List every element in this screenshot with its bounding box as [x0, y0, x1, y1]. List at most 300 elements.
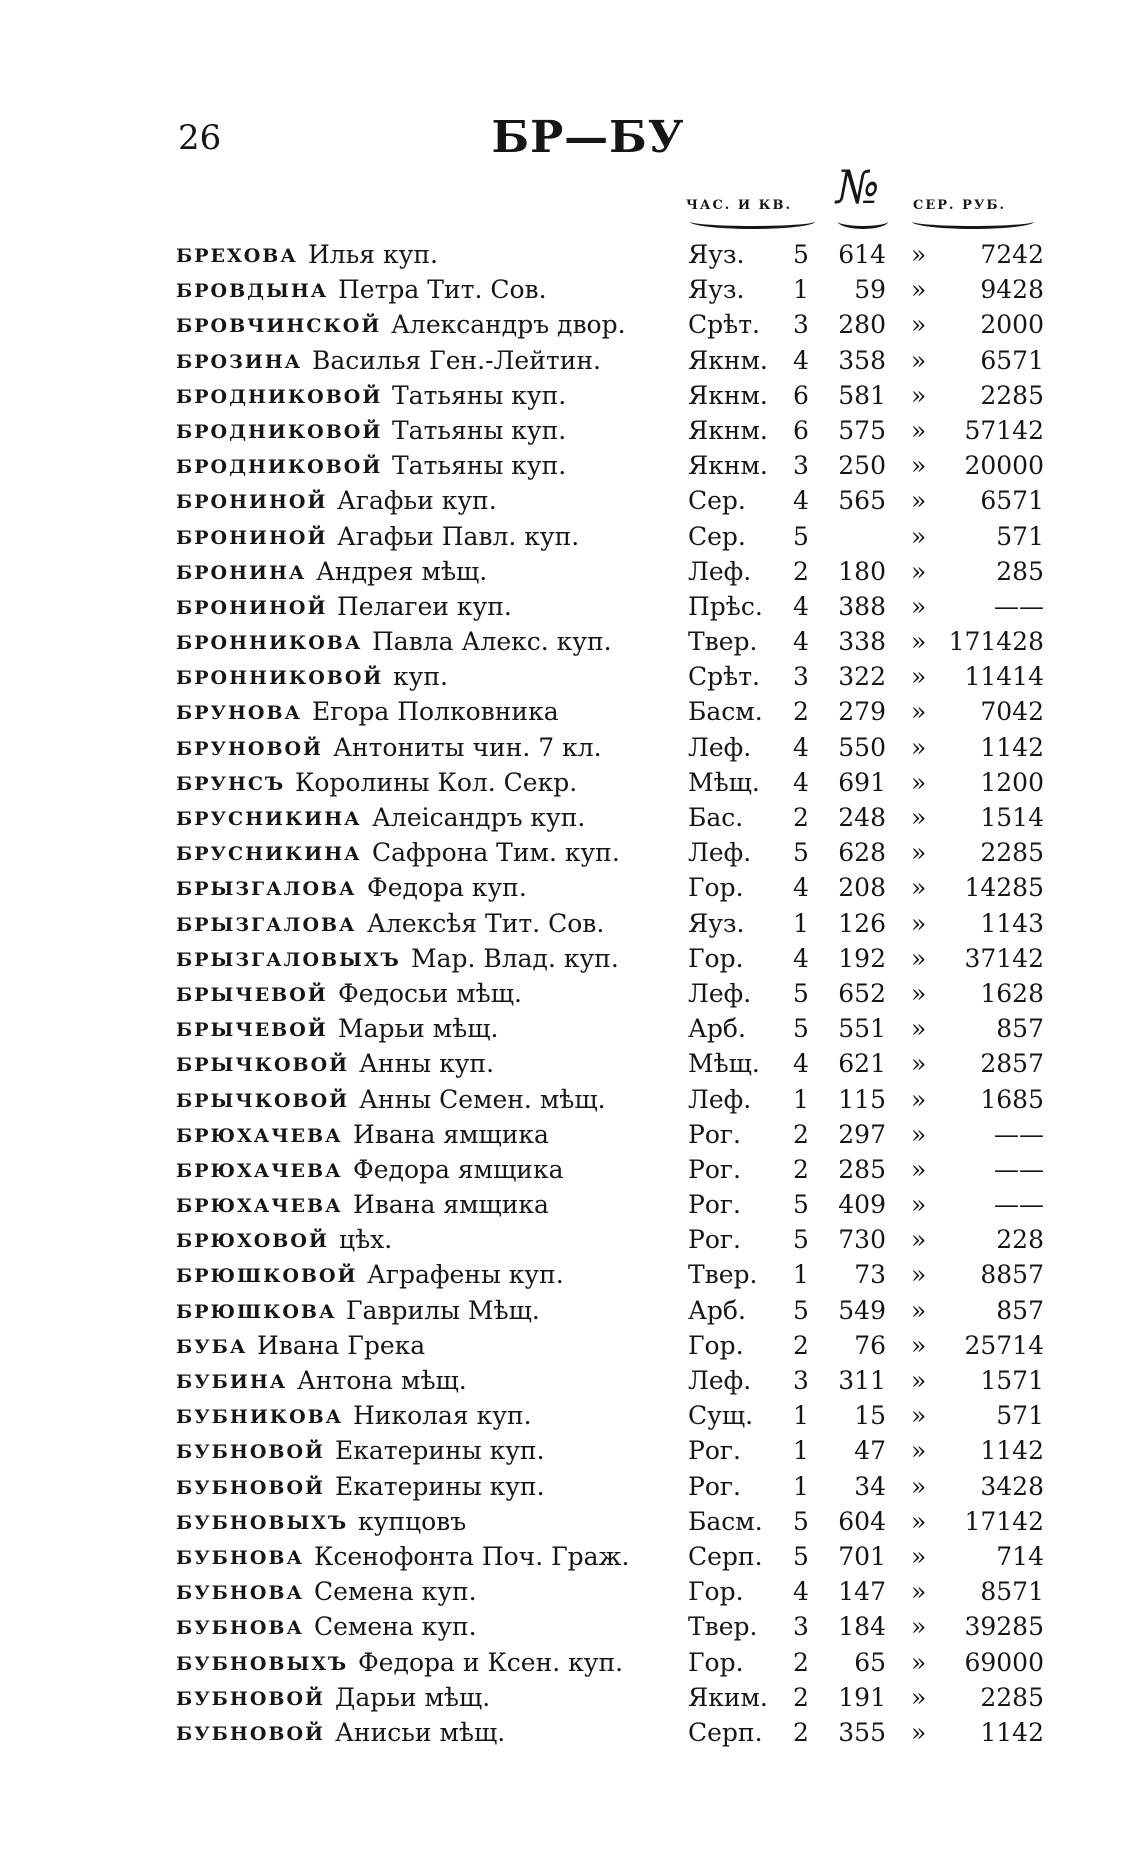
entry-ditto-mark: » [911, 1084, 927, 1114]
entry-amount: 1200 [980, 767, 1044, 797]
entry-part-number: 5 [793, 521, 809, 551]
entry-ditto-mark: » [911, 380, 927, 410]
entry-house-number: 409 [838, 1190, 886, 1220]
entry-house-number: 575 [838, 415, 886, 445]
entry-amount: 3428 [980, 1471, 1044, 1501]
entry-house-number: 565 [838, 486, 886, 516]
entry-part-number: 4 [793, 486, 809, 516]
entry-part: Леф. [688, 978, 752, 1008]
entry-name: Агафьи куп. [337, 486, 497, 516]
entry-name: Ивана ямщика [353, 1190, 549, 1220]
entry-part-number: 6 [793, 380, 809, 410]
entry-surname: БРЫЧЕВОЙ [176, 1019, 328, 1042]
entry-part: Яуз. [688, 240, 745, 269]
entry-house-number: 184 [838, 1612, 886, 1642]
entry-amount: 228 [996, 1225, 1044, 1255]
entry-part-number: 4 [793, 591, 809, 621]
entry-amount: 6571 [980, 345, 1044, 375]
entry-house-number: 311 [838, 1366, 886, 1395]
entry-part: Басм. [688, 697, 763, 727]
entry-amount: 1685 [980, 1084, 1044, 1114]
entry-amount: 1142 [980, 1717, 1044, 1747]
entry-name: Ивана ямщика [353, 1119, 549, 1149]
entry-amount: 11414 [964, 662, 1044, 692]
entry-part-number: 1 [793, 1471, 809, 1501]
entry-surname: БРОДНИКОВОЙ [176, 456, 383, 479]
list-item [176, 1470, 1056, 1505]
entry-part: Мѣщ. [688, 1049, 760, 1079]
entry-surname: БРОНИНОЙ [176, 491, 328, 514]
list-item [176, 625, 1056, 660]
list-item [176, 1329, 1056, 1364]
entry-ditto-mark: » [911, 732, 927, 762]
entry-ditto-mark: » [911, 521, 927, 551]
entry-part-number: 3 [793, 451, 809, 481]
entry-name: Егора Полковника [312, 697, 559, 727]
entry-amount: 1628 [980, 978, 1044, 1008]
entry-part: Гор. [688, 1577, 744, 1607]
list-item [176, 1012, 1056, 1047]
entry-ditto-mark: » [911, 486, 927, 516]
entry-amount: 57142 [964, 415, 1044, 445]
entry-surname: БУБНОВОЙ [176, 1441, 325, 1464]
entry-house-number: 338 [838, 627, 886, 657]
entry-part-number: 4 [793, 345, 809, 375]
entry-name: Дарьи мѣщ. [335, 1682, 491, 1712]
entry-surname: БУБНОВА [176, 1617, 304, 1640]
list-item [176, 942, 1056, 977]
list-item [176, 1646, 1056, 1681]
entry-ditto-mark: » [911, 1717, 927, 1747]
entry-ditto-mark: » [911, 1330, 927, 1360]
entry-house-number: 65 [854, 1647, 886, 1677]
entry-part: Срѣт. [688, 662, 760, 692]
entry-surname: БРОННИКОВА [176, 632, 363, 655]
entry-name: Алексѣя Тит. Сов. [367, 908, 605, 938]
entry-name: Александръ двор. [391, 310, 626, 340]
entry-part-number: 2 [793, 1330, 809, 1360]
entry-name: Федора и Ксен. куп. [358, 1647, 624, 1677]
entry-ditto-mark: » [911, 978, 927, 1008]
entry-name: Татьяны куп. [392, 415, 567, 445]
entry-house-number: 15 [854, 1401, 886, 1431]
entry-ditto-mark: » [911, 240, 927, 269]
entry-part: Леф. [688, 556, 752, 586]
entry-part-number: 4 [793, 732, 809, 762]
list-item [176, 1575, 1056, 1610]
entry-name: Николая куп. [353, 1401, 532, 1431]
entry-ditto-mark: » [911, 1295, 927, 1325]
entry-house-number: 652 [838, 978, 886, 1008]
entry-amount: 9428 [980, 275, 1044, 305]
entry-house-number: 551 [838, 1014, 886, 1044]
entry-part: Якнм. [688, 345, 768, 375]
list-item [176, 766, 1056, 801]
entry-house-number: 322 [838, 662, 886, 692]
entry-house-number: 208 [838, 873, 886, 903]
entry-part-number: 4 [793, 1577, 809, 1607]
entry-ditto-mark: » [911, 873, 927, 903]
entry-part-number: 1 [793, 1084, 809, 1114]
entry-part: Арб. [688, 1014, 746, 1044]
entry-name: Гаврилы Мѣщ. [346, 1295, 540, 1325]
entry-house-number: 59 [854, 275, 886, 305]
entry-part: Арб. [688, 1295, 746, 1325]
entry-amount: 17142 [964, 1506, 1044, 1536]
column-header-part: ЧАС. И КВ. [686, 198, 793, 213]
entry-name: Семена куп. [314, 1612, 477, 1642]
entry-name: Пелагеи куп. [337, 591, 512, 621]
entry-name: Федора куп. [367, 873, 527, 903]
entry-part: Мѣщ. [688, 767, 760, 797]
entry-name: Василья Ген.-Лейтин. [312, 345, 601, 375]
entry-surname: БРЫЗГАЛОВЫХЪ [176, 948, 401, 971]
entry-part: Басм. [688, 1506, 763, 1536]
entry-part: Леф. [688, 1366, 752, 1395]
entry-surname: БУБНОВЫХЪ [176, 1652, 349, 1675]
list-item [176, 660, 1056, 695]
entry-amount: 857 [996, 1295, 1044, 1325]
list-item [176, 1153, 1056, 1188]
entry-amount: 7042 [980, 697, 1044, 727]
entry-part-number: 5 [793, 1014, 809, 1044]
entry-surname: БРЮХАЧЕВА [176, 1159, 343, 1182]
entry-ditto-mark: » [911, 1401, 927, 1431]
entry-name: Сафрона Тим. куп. [372, 838, 620, 868]
entry-name: Мар. Влад. куп. [411, 943, 619, 973]
entry-ditto-mark: » [911, 310, 927, 340]
entry-house-number: 250 [838, 451, 886, 481]
entry-part: Рог. [688, 1190, 741, 1220]
list-item [176, 1258, 1056, 1293]
entry-surname: БРЕХОВА [176, 245, 298, 267]
entry-part: Сущ. [688, 1401, 754, 1431]
entry-ditto-mark: » [911, 838, 927, 868]
entry-name: Алеіcандръ куп. [372, 803, 586, 832]
entry-name: цѣх. [339, 1225, 393, 1255]
list-item [176, 484, 1056, 519]
entry-surname: БРОЗИНА [176, 350, 303, 373]
brace-part [690, 214, 815, 229]
entry-ditto-mark: » [911, 1647, 927, 1677]
entry-part-number: 4 [793, 767, 809, 797]
entry-amount: 1142 [980, 732, 1044, 762]
entry-part-number: 2 [793, 697, 809, 727]
entry-surname: БРЫЧКОВОЙ [176, 1089, 350, 1112]
list-item [176, 1399, 1056, 1434]
entry-part-number: 2 [793, 1647, 809, 1677]
entry-surname: БУБА [176, 1335, 248, 1358]
entry-surname: БУБНОВА [176, 1546, 304, 1569]
list-item [176, 871, 1056, 906]
entry-part-number: 4 [793, 943, 809, 973]
entry-surname: БРУСНИКИНА [176, 843, 362, 866]
entry-house-number: 550 [838, 732, 886, 762]
entry-house-number: 191 [838, 1682, 886, 1712]
entry-house-number: 604 [838, 1506, 886, 1536]
entry-amount: —— [994, 591, 1044, 621]
entry-part-number: 5 [793, 1541, 809, 1571]
entry-name: Илья куп. [308, 240, 438, 269]
entry-ditto-mark: » [911, 275, 927, 305]
entry-part: Серп. [688, 1541, 763, 1571]
list-item [176, 1681, 1056, 1716]
entry-house-number: 549 [838, 1295, 886, 1325]
entry-surname: БРЫЗГАЛОВА [176, 878, 357, 901]
entry-part: Гор. [688, 1647, 744, 1677]
brace-silver [912, 214, 1034, 229]
entry-name: Татьяны куп. [392, 380, 567, 410]
entry-part-number: 5 [793, 1225, 809, 1255]
list-item [176, 555, 1056, 590]
list-item [176, 414, 1056, 449]
list-item [176, 1540, 1056, 1575]
entry-amount: 14285 [964, 873, 1044, 903]
entry-house-number: 76 [854, 1330, 886, 1360]
column-header-number: № [836, 160, 880, 214]
entry-part-number: 1 [793, 1401, 809, 1431]
entry-part: Гор. [688, 873, 744, 903]
entry-ditto-mark: » [911, 451, 927, 481]
entry-part: Серп. [688, 1717, 763, 1747]
entry-surname: БРЫЧКОВОЙ [176, 1054, 350, 1077]
entry-name: Антона мѣщ. [297, 1366, 467, 1395]
entry-name: Анисьи мѣщ. [335, 1717, 506, 1747]
list-item [176, 1047, 1056, 1082]
entry-house-number: 192 [838, 943, 886, 973]
entry-amount: 285 [996, 556, 1044, 586]
entry-ditto-mark: » [911, 803, 927, 832]
entry-house-number: 285 [838, 1154, 886, 1184]
entry-part: Рог. [688, 1225, 741, 1255]
list-item [176, 449, 1056, 484]
entry-ditto-mark: » [911, 1119, 927, 1149]
entry-surname: БРУСНИКИНА [176, 808, 362, 830]
entry-ditto-mark: » [911, 943, 927, 973]
entry-part-number: 6 [793, 415, 809, 445]
entry-surname: БРОВЧИНСКОЙ [176, 315, 382, 338]
entry-part: Рог. [688, 1471, 741, 1501]
entry-part-number: 3 [793, 1612, 809, 1642]
entry-amount: 8857 [980, 1260, 1044, 1290]
entry-amount: 1514 [980, 803, 1044, 832]
entry-name: Антониты чин. 7 кл. [333, 732, 602, 762]
entry-amount: 69000 [964, 1647, 1044, 1677]
entry-part: Рог. [688, 1154, 741, 1184]
entry-house-number: 279 [838, 697, 886, 727]
entry-amount: 2285 [980, 838, 1044, 868]
entry-name: купцовъ [358, 1506, 467, 1536]
entry-ditto-mark: » [911, 591, 927, 621]
entry-part-number: 3 [793, 662, 809, 692]
entry-ditto-mark: » [911, 1190, 927, 1220]
entry-surname: БРОНИНОЙ [176, 596, 328, 619]
list-item [176, 520, 1056, 555]
page-number: 26 [178, 118, 222, 158]
entry-surname: БРУНСЪ [176, 772, 286, 795]
entry-amount: 1142 [980, 1436, 1044, 1466]
entry-name: куп. [393, 662, 448, 692]
entry-part-number: 4 [793, 1049, 809, 1079]
entry-part: Гор. [688, 1330, 744, 1360]
list-item [176, 1223, 1056, 1258]
entry-amount: 2285 [980, 1682, 1044, 1712]
entry-house-number: 126 [838, 908, 886, 938]
entry-amount: 7242 [980, 240, 1044, 269]
entry-surname: БУБНОВЫХЪ [176, 1511, 349, 1534]
entry-surname: БУБИНА [176, 1371, 288, 1393]
entry-surname: БРОННИКОВОЙ [176, 667, 384, 690]
entry-ditto-mark: » [911, 1541, 927, 1571]
entry-part-number: 2 [793, 556, 809, 586]
list-item [176, 1083, 1056, 1118]
entry-house-number: 47 [854, 1436, 886, 1466]
entry-surname: БУБНОВОЙ [176, 1722, 325, 1745]
entry-part: Яким. [688, 1682, 768, 1712]
entry-surname: БУБНОВА [176, 1582, 304, 1605]
entry-part: Якнм. [688, 415, 768, 445]
entry-part: Якнм. [688, 380, 768, 410]
entry-ditto-mark: » [911, 1577, 927, 1607]
entry-ditto-mark: » [911, 1436, 927, 1466]
entry-part: Леф. [688, 732, 752, 762]
list-item [176, 344, 1056, 379]
entry-house-number: 701 [838, 1541, 886, 1571]
entry-amount: —— [994, 1154, 1044, 1184]
entry-surname: БРОДНИКОВОЙ [176, 385, 383, 408]
list-item [176, 977, 1056, 1012]
list-item [176, 308, 1056, 343]
entry-part-number: 4 [793, 873, 809, 903]
entry-ditto-mark: » [911, 345, 927, 375]
entry-part-number: 1 [793, 908, 809, 938]
entry-part: Леф. [688, 838, 752, 868]
entry-amount: 39285 [964, 1612, 1044, 1642]
entry-ditto-mark: » [911, 1366, 927, 1395]
entry-part-number: 5 [793, 1295, 809, 1325]
list-item [176, 801, 1056, 836]
entry-amount: 2000 [980, 310, 1044, 340]
entry-amount: 25714 [964, 1330, 1044, 1360]
list-item [176, 731, 1056, 766]
entry-amount: —— [994, 1190, 1044, 1220]
entry-name: Павла Алекс. куп. [372, 627, 612, 657]
entries-list [176, 238, 1056, 1751]
entry-part: Сер. [688, 521, 746, 551]
entry-house-number: 621 [838, 1049, 886, 1079]
entry-house-number: 691 [838, 767, 886, 797]
entry-house-number: 614 [838, 240, 886, 269]
entry-name: Ивана Грека [257, 1330, 426, 1360]
entry-name: Королины Кол. Секр. [295, 767, 578, 797]
entry-surname: БРЫЧЕВОЙ [176, 983, 328, 1006]
entry-part-number: 1 [793, 1436, 809, 1466]
entry-amount: 37142 [964, 943, 1044, 973]
entry-part: Леф. [688, 1084, 752, 1114]
entry-surname: БРОНИНА [176, 561, 307, 584]
entry-part: Сер. [688, 486, 746, 516]
entry-surname: БУБНОВОЙ [176, 1476, 325, 1499]
entry-amount: 8571 [980, 1577, 1044, 1607]
column-header-silver: СЕР. РУБ. [913, 198, 1007, 213]
entry-ditto-mark: » [911, 1154, 927, 1184]
entry-ditto-mark: » [911, 1260, 927, 1290]
entry-name: Федосьи мѣщ. [338, 978, 522, 1008]
entry-part: Гор. [688, 943, 744, 973]
entry-part: Твер. [688, 1260, 758, 1290]
entry-ditto-mark: » [911, 1014, 927, 1044]
entry-amount: —— [994, 1119, 1044, 1149]
entry-name: Марьи мѣщ. [338, 1014, 499, 1044]
entry-name: Татьяны куп. [392, 451, 567, 481]
list-item [176, 907, 1056, 942]
entry-name: Андрея мѣщ. [316, 556, 488, 586]
list-item [176, 238, 1056, 273]
entry-ditto-mark: » [911, 627, 927, 657]
list-item [176, 836, 1056, 871]
entry-part: Бас. [688, 803, 744, 832]
list-item [176, 695, 1056, 730]
entry-part-number: 1 [793, 1260, 809, 1290]
entry-amount: 1143 [980, 908, 1044, 938]
entry-house-number: 34 [854, 1471, 886, 1501]
entry-amount: 571 [996, 521, 1044, 551]
entry-part-number: 5 [793, 240, 809, 269]
entry-amount: 714 [996, 1541, 1044, 1571]
entry-part: Рог. [688, 1436, 741, 1466]
list-item [176, 1188, 1056, 1223]
entry-surname: БРЫЗГАЛОВА [176, 913, 357, 936]
list-item [176, 1716, 1056, 1751]
entry-part-number: 3 [793, 1366, 809, 1395]
entry-part: Рог. [688, 1119, 741, 1149]
entry-name: Екатерины куп. [335, 1471, 545, 1501]
entry-house-number: 115 [838, 1084, 886, 1114]
entry-house-number: 297 [838, 1119, 886, 1149]
entry-surname: БРЮШКОВА [176, 1300, 337, 1323]
entry-house-number: 180 [838, 556, 886, 586]
entry-amount: 2857 [980, 1049, 1044, 1079]
entry-amount: 20000 [964, 451, 1044, 481]
entry-ditto-mark: » [911, 1506, 927, 1536]
entry-amount: 857 [996, 1014, 1044, 1044]
entry-part-number: 3 [793, 310, 809, 340]
brace-number [838, 214, 888, 229]
entry-ditto-mark: » [911, 556, 927, 586]
entry-amount: 571 [996, 1401, 1044, 1431]
entry-name: Аграфены куп. [367, 1260, 564, 1290]
entry-house-number: 147 [838, 1577, 886, 1607]
entry-ditto-mark: » [911, 697, 927, 727]
list-item [176, 1118, 1056, 1153]
entry-house-number: 730 [838, 1225, 886, 1255]
entry-part-number: 4 [793, 627, 809, 657]
entry-name: Екатерины куп. [335, 1436, 545, 1466]
entry-house-number: 358 [838, 345, 886, 375]
entry-name: Агафьи Павл. куп. [337, 521, 580, 551]
list-item [176, 590, 1056, 625]
entry-part: Твер. [688, 1612, 758, 1642]
entry-ditto-mark: » [911, 1049, 927, 1079]
entry-ditto-mark: » [911, 415, 927, 445]
entry-amount: 6571 [980, 486, 1044, 516]
entry-part-number: 2 [793, 1682, 809, 1712]
entry-ditto-mark: » [911, 1612, 927, 1642]
entry-name: Петра Тит. Сов. [338, 275, 547, 305]
entry-ditto-mark: » [911, 908, 927, 938]
entry-surname: БРЮХОВОЙ [176, 1230, 329, 1253]
list-item [176, 1294, 1056, 1329]
